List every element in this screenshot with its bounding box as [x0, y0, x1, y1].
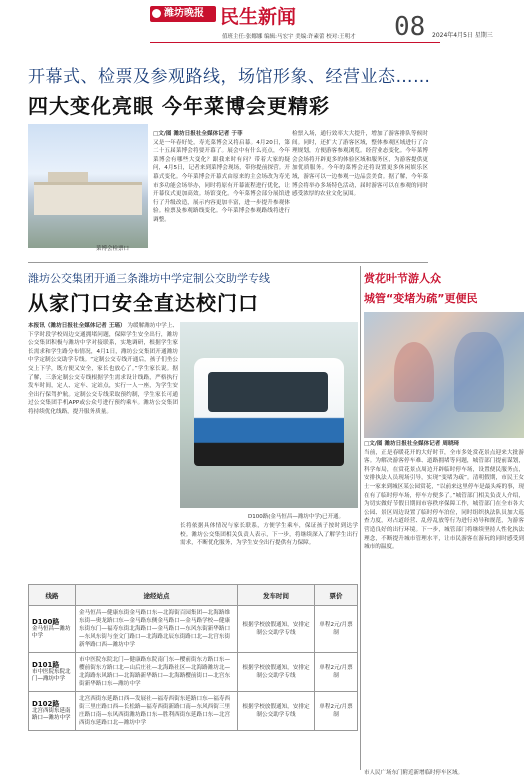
- article1-column-1: [153, 130, 290, 260]
- article2-subheadline: 潍坊公交集团开通三条潍坊中学定制公交助学专线: [28, 272, 270, 285]
- table-header: 发车时间: [238, 585, 315, 606]
- column-divider: [360, 266, 361, 770]
- table-header: 线路: [29, 585, 76, 606]
- route-departure: 根据学校放假通知，安排定制公交助学专线: [238, 606, 315, 653]
- route-departure: 根据学校放假通知，安排定制公交助学专线: [238, 653, 315, 692]
- article1-headline: 四大变化亮眼 今年菜博会更精彩: [28, 94, 330, 118]
- article1-column-2: 检票入场，通行效率大大提升，增加了游客排队等候时间。同时，还扩大了游客区域，整体参观区域进行了合理规划，方便游客参观浏览。经营业态变化。今年菜博会会场将开辟更多的体验区域和服务区，为游客提供更加优质服务。今年的菜博会还将设置更多休闲娱乐区域，游客可以一边参观一边品尝美食。据了解，今年菜博会将举办多场特色活动，届时游客可以在参观的同时感受浓厚的农业文化氛围。: [292, 131, 428, 198]
- route-fare: 单程2元/月票制: [315, 606, 358, 653]
- route-name: D102路 北宫西街东延南路口—潍坊中学: [29, 692, 76, 731]
- newspaper-logo: 潍坊晚报: [150, 6, 216, 22]
- route-stops: 北宫西街东延路口西—发展社—福寿西街东延路口东—福寿西街三里庄路口西—长松路—福寿西街新路口南—东风西街三里庄路口南—东风西街潍坊路口东—胜利西街东延路口东—北宫西街东延路口北—潍坊中学: [76, 692, 238, 731]
- article3-photo-caption: 市人民广场东门附近新增临时停车区域。: [364, 770, 464, 776]
- article1-text-1: 又是一年春好处，寿光菜博会又将启幕。4月20日，第二十五届菜博会将要开幕了。展会中有什么亮点，今年菜博会有哪些大变化？跟我来时有问？带着大家的疑问，4月5日，记者来到菜博会现场，带你提前探营。开幕式变化。今年菜博会开幕式由原来的主会场改为寿光市多功能会场举办，同时将原有开幕流程进行优化，让开幕仪式更加高效。场馆变化。今年菜博会部分展馆进行了升级改造，展示内容更加丰富，进一步提升参观体验。检票及参观路线变化。今年菜博会参观路线将进行调整。: [153, 139, 290, 223]
- article2-column-2: 长将依据具体情况与家长联系，方便学生乘车，保证孩子按时到达学校。潍坊公交集团相关负责人表示，下一步，将继续深入了解学生出行需求，不断优化服务，为学生安全出行提供有力保障。: [180, 523, 358, 547]
- route-name: D100路 金马恒昌—潍坊中学: [29, 606, 76, 653]
- masthead-rule: [150, 42, 440, 43]
- masthead: [0, 0, 530, 44]
- table-header: 途经站点: [76, 585, 238, 606]
- route-fare: 单程2元/月票制: [315, 653, 358, 692]
- logo-emblem-icon: [152, 9, 161, 18]
- article2-headline: 从家门口安全直达校门口: [28, 291, 259, 315]
- route-fare: 单程2元/月票制: [315, 692, 358, 731]
- article2-text-1: 为缓解潍坊中学上、下学时段学校周边交通拥堵问题，保障学生安全出行，潍坊公交集团积极与潍坊中学对接联系，实地调研，根据学生家长需求和学生路分布情况，4月1日，潍坊公交集团开通潍坊中学定制公交助学专线。“定制公交专线开通后，孩子们坐公交上下学，既方便又安全，家长也放心了。”学生家长说。据了解，三条定制公交专线根据学生需求设计线路，严格执行发车时间，定人、定车、定站点，实行一人一座，为学生安全出行保驾护航。定制公交专线采取预约制，学生家长可通过公交集团手机APP或公众号进行预约乘车。潍坊公交集团将持续优化线路，提升服务质量。: [28, 323, 178, 415]
- editors-line: 值班主任:张娜娜 编辑:马宏宇 美编:许素蕾 校对:王明才: [222, 34, 356, 40]
- article3-text: 当前，正是春暖花开的大好时节，全市多处赏花景点迎来大批游客。为解决游客停车难、道路拥堵等问题，城管部门提前谋划，科学布局，在赏花景点周边开辟临时停车场，设置便民服务点，安排执法人员现场引导，实现“变堵为疏”。清明假期，市民王女士一家来到城区某公园赏花，“以前来这里停车是最头疼的事，现在有了临时停车场，停车方便多了。”城管部门相关负责人介绍，为切实做好节假日期间市容秩序保障工作，城管部门在全市各大公园、景区周边设置了临时停车泊位，同时组织执法队员加大巡查力度，对占道经营、乱停乱放等行为进行劝导和规范，为游客营造良好的出行环境。下一步，城管部门将继续坚持人性化执法理念，不断提升城市管理水平，让市民游客在游玩的同时感受到城市的温度。: [364, 449, 524, 551]
- issue-date: 2024年4月5日 星期三: [432, 32, 493, 39]
- route-stops: 市中医院东院北门—健康路东院南门东—樱前街东方路口东—樱前街东方路口北—山后庄社—北海路社区—北海路潍坊北—北海路东风路口—北海路新华路口—北海路樱前街口—北宫东街新华路口东—潍坊中学: [76, 653, 238, 692]
- article1-photo: [28, 124, 148, 248]
- article2-photo-caption: D100路(金马恒昌—潍坊中学)已开通。: [248, 514, 345, 520]
- bus-routes-table: [28, 584, 358, 731]
- table-header: 票价: [315, 585, 358, 606]
- article3-photo: [364, 312, 524, 438]
- article2-byline: 本报讯（潍坊日报社全媒体记者 王瑶）: [28, 323, 126, 329]
- route-departure: 根据学校放假通知，安排定制公交助学专线: [238, 692, 315, 731]
- route-stops: 金马恒昌—健康东街金马路口东—北海街百园集团—北海路维东街—奥龙路口东—金马路东侧金马路口—金马路学校—健康东街东门—福寿东街北海路口—金马路口—东风东街新华路口—东风东街与奎文门路口—北海路北辰东街路口北—北宫东街新华路口西—潍坊中学: [76, 606, 238, 653]
- page-number: 08: [394, 12, 426, 42]
- article3-body: [364, 440, 524, 768]
- article1-subheadline: 开幕式、检票及参观路线，场馆形象、经营业态……: [28, 67, 431, 87]
- table-row: [29, 606, 358, 653]
- article2-bus-photo: [180, 322, 358, 508]
- section-divider: [28, 262, 428, 263]
- article1-photo-caption: 菜博会检票口: [96, 246, 130, 252]
- article3-title-line1: 赏花叶节游人众: [364, 272, 441, 285]
- article3-title-line2: 城管“变堵为疏”更便民: [364, 292, 478, 305]
- table-header-row: [29, 585, 358, 606]
- article3-byline: □文/图 潍坊日报社全媒体记者 周晓琦: [364, 441, 460, 447]
- table-row: [29, 692, 358, 731]
- table-row: [29, 653, 358, 692]
- route-name: D101路 市中医院东院北门—潍坊中学: [29, 653, 76, 692]
- section-title: 民生新闻: [220, 6, 297, 28]
- article1-byline: □文/图 潍坊日报社全媒体记者 于菲: [153, 131, 243, 137]
